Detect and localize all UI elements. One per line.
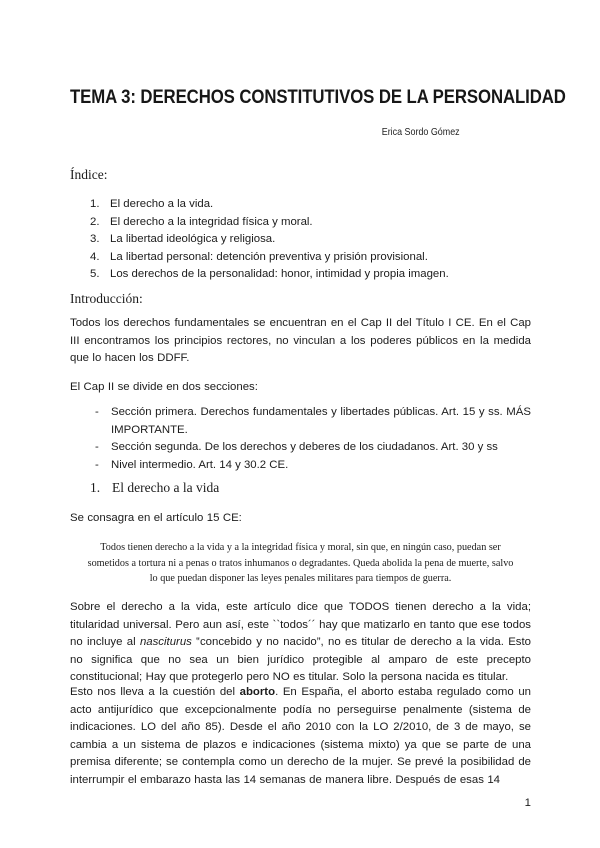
list-item-label: El derecho a la vida. [110,198,214,210]
nasciturus-term: nasciturus [139,636,192,649]
list-item-label: La libertad personal: detención preventiva y prisión provisional. [110,250,428,263]
list-item [70,214,531,232]
list-item [70,196,531,214]
dash-bullet-icon: - [95,441,99,454]
aborto-term: aborto [239,686,276,698]
list-item [70,457,531,475]
index-heading: Índice: [70,167,108,182]
document-author [70,126,460,139]
list-item [70,266,531,284]
list-item-number: 1. [90,198,100,210]
section-one-label: El derecho a la vida [112,480,220,495]
list-item-label: Sección segunda. De los derechos y deberes de los ciudadanos. Art. 30 y ss [111,441,498,454]
aborto-paragraph-pre: Esto nos lleva a la cuestión del [70,686,240,698]
list-item [70,404,531,439]
page-number: 1 [524,797,531,809]
list-item [70,231,531,249]
nasciturus-paragraph-pre: Sobre el derecho a la vida, este artículo dice que TODOS tienen derecho a la vida; titularidad universal. Pero aun así, este ``todos´´ hay que matizarlo en tanto que ese todos no incluye al [70,601,531,649]
index-list [70,196,531,284]
list-item [70,439,531,457]
section-one-intro-line: Se consagra en el artículo 15 CE: [70,512,242,524]
list-item-number: 4. [90,250,100,263]
page-title: TEMA 3: DERECHOS CONSTITUTIVOS DE LA PERSONALIDAD [70,86,566,108]
article-15-quote: Todos tienen derecho a la vida y a la integridad física y moral, sin que, en ningún caso, puedan ser sometidos a tortura ni a penas o tratos inhumanos o degradantes. Queda abolida la pena de muerte, salvo lo que puedan disponer las leyes penales militares para tiempos de guerra. [87,542,514,584]
list-item-number: 2. [90,215,100,228]
aborto-paragraph [70,684,531,790]
list-item-label: Nivel intermedio. Art. 14 y 30.2 CE. [111,458,289,471]
nasciturus-paragraph-post: ‟concebido y no nacido”, no es titular de derecho a la vida. Esto no significa que no sea un bien jurídico protegible al amparo de este precepto constitucional; Hay que protegerlo pero NO es titular. Solo la persona nacida es titular. [70,636,531,684]
section-one-heading [70,479,531,496]
cap-ii-section-list [70,404,531,474]
dash-bullet-icon: - [95,458,99,471]
dash-bullet-icon: - [95,406,99,418]
list-item-label: Sección primera. Derechos fundamentales y libertades públicas. Art. 15 y ss. MÁS IMPORTANTE. [111,406,531,436]
list-item-label: La libertad ideológica y religiosa. [110,233,276,246]
aborto-paragraph-post: . En España, el aborto estaba regulado como un acto antijurídico que excepcionalmente podía no perseguirse penalmente (sistema de indicaciones. LO del año 85). Desde el año 2010 con la LO 2/2010, de 3 de mayo, se cambia a un sistema de plazos e indicaciones (sistema mixto) ya que se parte de una premisa diferente; se contempla como un derecho de la mujer. Se prevé la posibilidad de interrumpir el embarazo hasta las 14 semanas de manera libre. Después de esas 14 [70,686,531,786]
list-item-label: El derecho a la integridad física y moral. [110,215,313,228]
list-item-label: Los derechos de la personalidad: honor, intimidad y propia imagen. [110,268,449,281]
list-item [70,249,531,267]
section-one-number: 1. [90,480,101,495]
nasciturus-paragraph [70,599,531,687]
document-author-text: Erica Sordo Gómez [382,126,460,138]
cap-ii-lead-in: El Cap II se divide en dos secciones: [70,381,258,393]
list-item-number: 3. [90,233,100,246]
list-item-number: 5. [90,268,100,281]
introduction-heading: Introducción: [70,291,143,306]
introduction-paragraph: Todos los derechos fundamentales se encuentran en el Cap II del Título I CE. En el Cap III encontramos los principios rectores, no vinculan a los poderes públicos en la medida que lo hacen los DDFF. [70,317,531,365]
